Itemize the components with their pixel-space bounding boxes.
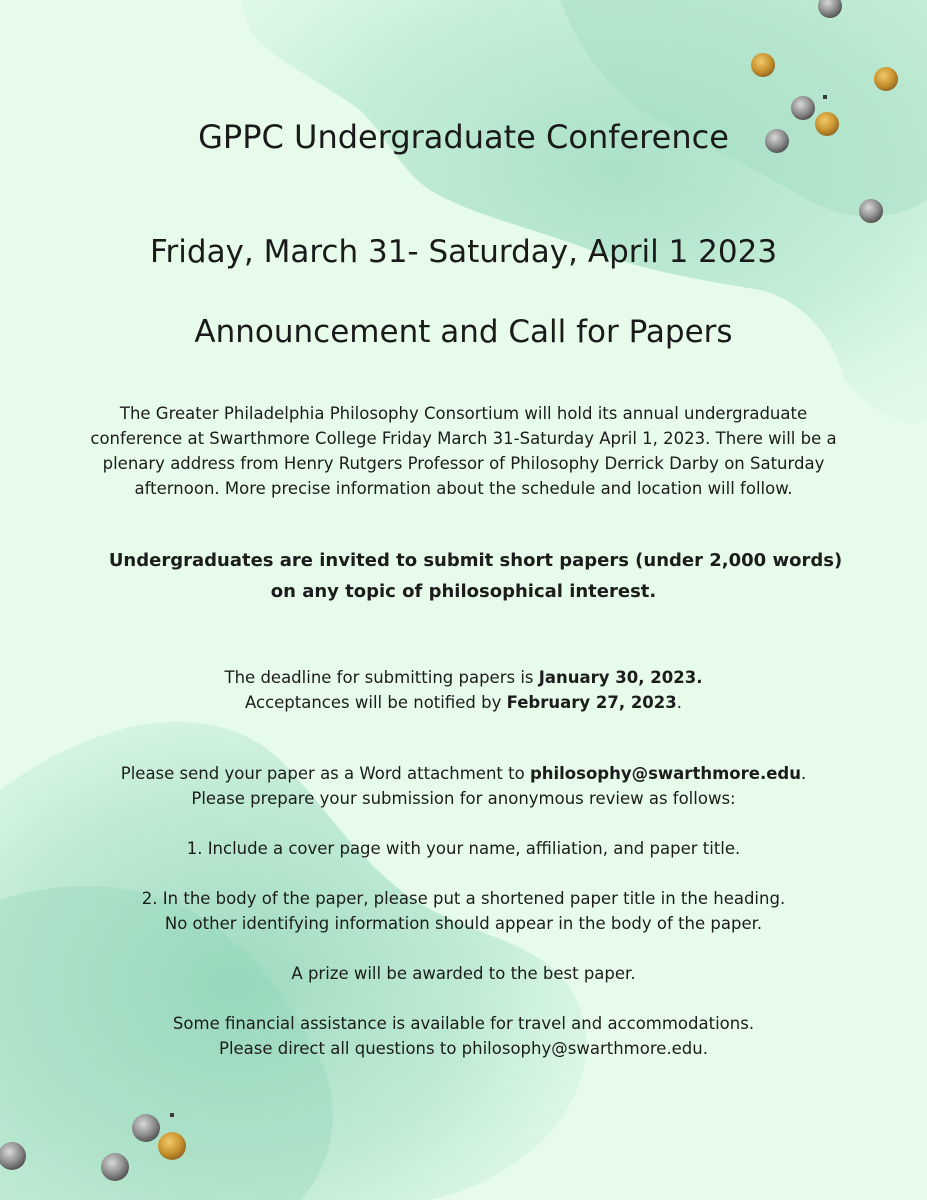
conference-title: GPPC Undergraduate Conference	[198, 118, 729, 156]
deadline-date: January 30, 2023.	[538, 668, 703, 687]
intro-line: The Greater Philadelphia Philosophy Consortium will hold its annual undergraduate	[119, 404, 808, 423]
invitation-line: on any topic of philosophical interest.	[270, 581, 657, 602]
intro-line: afternoon. More precise information about the schedule and location will follow.	[134, 479, 793, 498]
deadline-prefix: The deadline for submitting papers is	[224, 668, 539, 687]
intro-line: plenary address from Henry Rutgers Professor of Philosophy Derrick Darby on Saturday	[102, 454, 825, 473]
acceptance-suffix: .	[676, 693, 682, 712]
send-prefix: Please send your paper as a Word attachment to	[120, 764, 530, 783]
invitation-line: Undergraduates are invited to submit short papers (under 2,000 words)	[108, 550, 843, 571]
prepare-line: Please prepare your submission for anonymous review as follows:	[191, 789, 736, 808]
instruction-item-1: 1. Include a cover page with your name, affiliation, and paper title.	[186, 839, 741, 858]
contact-line: Please direct all questions to philosophy@swarthmore.edu.	[219, 1039, 708, 1058]
conference-dates: Friday, March 31- Saturday, April 1 2023	[149, 234, 778, 270]
instruction-item-2-cont: No other identifying information should appear in the body of the paper.	[164, 914, 763, 933]
announcement-subtitle: Announcement and Call for Papers	[194, 314, 733, 350]
deadline-line	[0, 666, 927, 690]
send-line	[0, 762, 927, 786]
acceptance-date: February 27, 2023	[506, 693, 677, 712]
intro-line: conference at Swarthmore College Friday March 31-Saturday April 1, 2023. There will be a	[90, 429, 837, 448]
acceptance-prefix: Acceptances will be notified by	[245, 693, 507, 712]
assistance-line: Some financial assistance is available for travel and accommodations.	[172, 1014, 755, 1033]
submission-email: philosophy@swarthmore.edu	[529, 764, 801, 783]
send-suffix: .	[800, 764, 807, 783]
prize-line: A prize will be awarded to the best paper.	[291, 964, 636, 983]
acceptance-line	[0, 691, 927, 715]
instruction-item-2: 2. In the body of the paper, please put a shortened paper title in the heading.	[141, 889, 786, 908]
